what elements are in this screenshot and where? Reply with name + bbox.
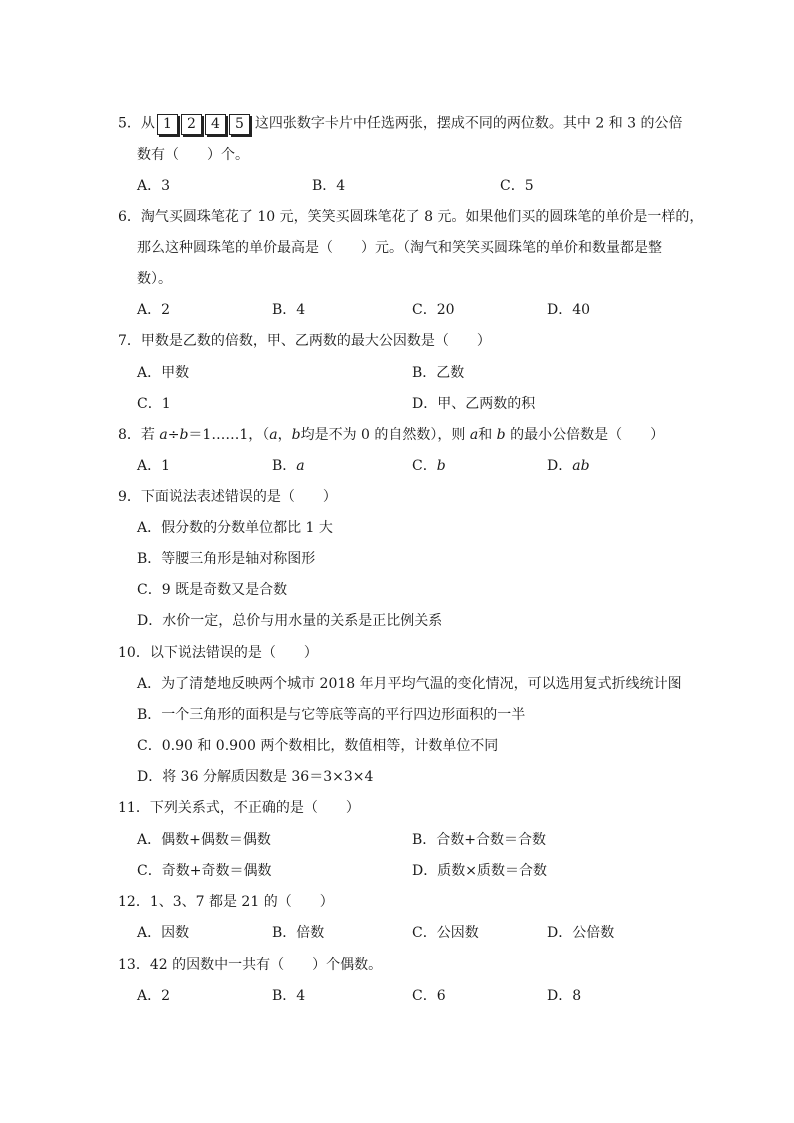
q7-option-c[interactable]: C．1 <box>137 396 171 412</box>
q6-stem-line1: 6．淘气买圆珠笔花了 10 元，笑笑买圆珠笔花了 8 元。如果他们买的圆珠笔的单价是一样的， <box>118 209 704 225</box>
q11-stem: 11．下列关系式，不正确的是（ ） <box>118 800 360 816</box>
q12-option-b[interactable]: B．倍数 <box>272 925 325 941</box>
q5-option-a[interactable]: A．3 <box>137 178 171 194</box>
card-1: 1 <box>157 114 178 135</box>
q9-option-b[interactable]: B．等腰三角形是轴对称图形 <box>137 551 316 567</box>
q10-stem: 10．以下说法错误的是（ ） <box>118 645 318 661</box>
q8-option-d-var: ab <box>572 458 590 474</box>
var-b: b <box>496 427 506 443</box>
q5-stem-line1 <box>118 112 683 135</box>
q11-option-b[interactable]: B．合数+合数＝合数 <box>412 832 547 848</box>
q7-option-b[interactable]: B．乙数 <box>412 365 465 381</box>
q13-option-c[interactable]: C．6 <box>412 988 446 1004</box>
q8-text-1: 8．若 <box>118 427 160 443</box>
var-a: a <box>469 427 479 443</box>
q12-stem: 12．1、3、7 都是 21 的（ ） <box>118 894 334 910</box>
q12-option-d[interactable]: D．公倍数 <box>547 925 615 941</box>
q6-option-b[interactable]: B．4 <box>272 302 306 318</box>
card-2: 2 <box>181 114 202 135</box>
q8-comma: ， <box>277 427 292 443</box>
q8-text-2: ＝1……1，（ <box>188 427 270 443</box>
q13-option-d[interactable]: D．8 <box>547 988 582 1004</box>
q7-stem: 7．甲数是乙数的倍数，甲、乙两数的最大公因数是（ ） <box>118 333 491 349</box>
card-5: 5 <box>229 114 250 135</box>
q13-option-b[interactable]: B．4 <box>272 988 306 1004</box>
q8-text-and: 和 <box>478 427 497 443</box>
q6-option-c[interactable]: C．20 <box>412 302 455 318</box>
card-4: 4 <box>205 114 226 135</box>
number-cards <box>157 112 253 135</box>
q9-option-a[interactable]: A．假分数的分数单位都比 1 大 <box>137 520 333 536</box>
q7-option-a[interactable]: A．甲数 <box>137 365 190 381</box>
q8-text-4: 的最小公倍数是（ ） <box>505 427 665 443</box>
q5-option-b[interactable]: B．4 <box>312 178 346 194</box>
q5-stem-text: 这四张数字卡片中任选两张，摆成不同的两位数。其中 2 和 3 的公倍 <box>254 115 683 132</box>
var-a: a <box>159 427 168 443</box>
var-b: b <box>291 427 301 443</box>
var-b: b <box>179 427 189 443</box>
q6-stem-line3: 数）。 <box>137 271 172 287</box>
q8-option-b[interactable] <box>272 456 305 476</box>
q10-option-b[interactable]: B．一个三角形的面积是与它等底等高的平行四边形面积的一半 <box>137 707 526 723</box>
q5-stem-line2: 数有（ ）个。 <box>137 147 249 163</box>
q12-option-a[interactable]: A．因数 <box>137 925 190 941</box>
q10-option-d[interactable]: D．将 36 分解质因数是 36＝3×3×4 <box>137 769 374 785</box>
q8-stem <box>118 425 664 445</box>
q6-stem-line2: 那么这种圆珠笔的单价最高是（ ）元。（淘气和笑笑买圆珠笔的单价和数量都是整 <box>137 240 662 256</box>
q8-option-d-label: D． <box>547 458 573 474</box>
q10-option-c[interactable]: C．0.90 和 0.900 两个数相比，数值相等，计数单位不同 <box>137 738 499 754</box>
q11-option-c[interactable]: C．奇数+奇数＝偶数 <box>137 863 272 879</box>
q8-text-3: 均是不为 0 的自然数），则 <box>300 427 470 443</box>
q5-number: 5．从 <box>118 115 155 132</box>
q8-option-b-label: B． <box>272 458 297 474</box>
q8-option-a[interactable]: A．1 <box>137 458 171 474</box>
q13-option-a[interactable]: A．2 <box>137 988 171 1004</box>
q6-option-a[interactable]: A．2 <box>137 302 171 318</box>
q7-option-d[interactable]: D．甲、乙两数的积 <box>412 396 536 412</box>
q9-option-c[interactable]: C．9 既是奇数又是合数 <box>137 582 288 598</box>
var-a: a <box>269 427 278 443</box>
q8-option-c-var: b <box>436 458 446 474</box>
q11-option-d[interactable]: D．质数×质数＝合数 <box>412 863 547 879</box>
q9-stem: 9．下面说法表述错误的是（ ） <box>118 489 337 505</box>
divide-sign: ÷ <box>167 427 180 443</box>
q11-option-a[interactable]: A．偶数+偶数＝偶数 <box>137 832 271 848</box>
q12-option-c[interactable]: C．公因数 <box>412 925 479 941</box>
q8-option-b-var: a <box>296 458 305 474</box>
q9-option-d[interactable]: D．水价一定，总价与用水量的关系是正比例关系 <box>137 613 443 629</box>
q8-option-d[interactable] <box>547 456 590 476</box>
q8-option-c[interactable] <box>412 456 446 476</box>
q6-option-d[interactable]: D．40 <box>547 302 591 318</box>
q5-option-c[interactable]: C．5 <box>500 178 534 194</box>
q8-option-c-label: C． <box>412 458 437 474</box>
q10-option-a[interactable]: A．为了清楚地反映两个城市 2018 年月平均气温的变化情况，可以选用复式折线统计图 <box>137 676 682 692</box>
q13-stem: 13．42 的因数中一共有（ ）个偶数。 <box>118 957 383 973</box>
